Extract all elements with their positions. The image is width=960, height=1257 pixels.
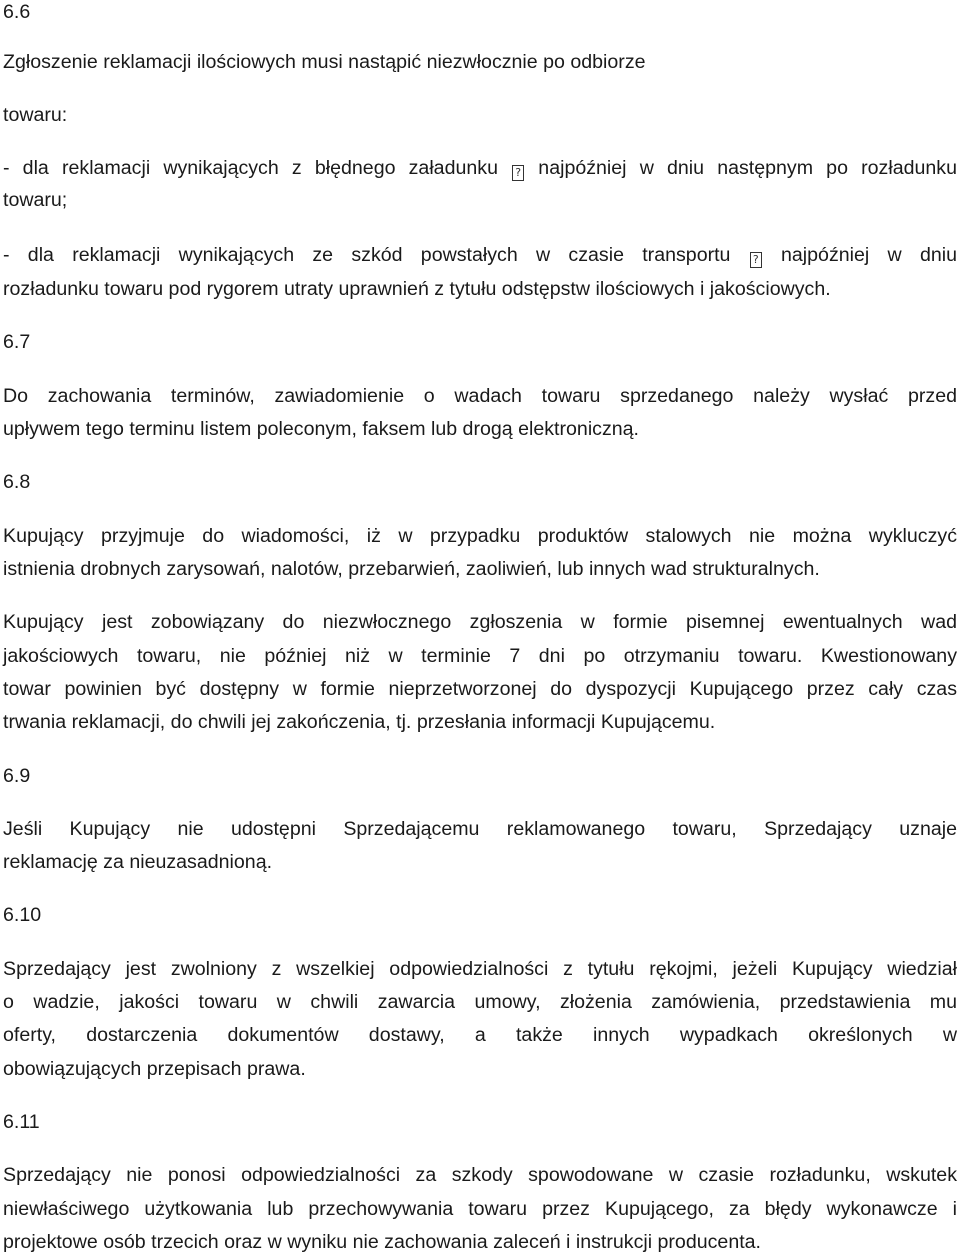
paragraph-line: niewłaściwego użytkowania lub przechowywania towaru przez Kupującego, za błędy wykonawcze i <box>3 1198 957 1220</box>
paragraph-line: rozładunku towaru pod rygorem utraty uprawnień z tytułu odstępstw ilościowych i jakościowych. <box>3 278 831 300</box>
paragraph-line: Do zachowania terminów, zawiadomienie o wadach towaru sprzedanego należy wysłać przed <box>3 385 957 407</box>
unknown-glyph-icon: ? <box>512 165 524 181</box>
paragraph-line <box>3 156 957 180</box>
paragraph-line: Zgłoszenie reklamacji ilościowych musi nastąpić niezwłocznie po odbiorze <box>3 51 646 73</box>
line-segment: najpóźniej w dniu <box>781 244 957 266</box>
section-heading-6-7: 6.7 <box>3 331 31 353</box>
paragraph-line: trwania reklamacji, do chwili jej zakończenia, tj. przesłania informacji Kupującemu. <box>3 711 716 733</box>
paragraph-line: Jeśli Kupujący nie udostępni Sprzedającemu reklamowanego towaru, Sprzedający uznaje <box>3 818 957 840</box>
paragraph-line: reklamację za nieuzasadnioną. <box>3 851 273 873</box>
paragraph-line: istnienia drobnych zarysowań, nalotów, przebarwień, zaoliwień, lub innych wad strukturalnych. <box>3 558 820 580</box>
paragraph-line: jakościowych towaru, nie później niż w terminie 7 dni po otrzymaniu towaru. Kwestionowany <box>3 645 957 667</box>
section-heading-6-9: 6.9 <box>3 765 31 787</box>
paragraph-line: upływem tego terminu listem poleconym, faksem lub drogą elektroniczną. <box>3 418 640 440</box>
line-segment: - dla reklamacji wynikających ze szkód powstałych w czasie transportu <box>3 244 731 266</box>
paragraph-line: towaru; <box>3 189 68 211</box>
section-heading-6-6: 6.6 <box>3 1 31 23</box>
paragraph-line: Sprzedający jest zwolniony z wszelkiej odpowiedzialności z tytułu rękojmi, jeżeli Kupujący wiedział <box>3 958 957 980</box>
unknown-glyph-icon: ? <box>750 252 762 268</box>
paragraph-line: towaru: <box>3 104 68 126</box>
section-heading-6-10: 6.10 <box>3 904 42 926</box>
section-heading-6-8: 6.8 <box>3 471 31 493</box>
paragraph-line: Sprzedający nie ponosi odpowiedzialności za szkody spowodowane w czasie rozładunku, wskutek <box>3 1164 957 1186</box>
paragraph-line: towar powinien być dostępny w formie nieprzetworzonej do dyspozycji Kupującego przez cały czas <box>3 678 957 700</box>
paragraph-line: o wadzie, jakości towaru w chwili zawarcia umowy, złożenia zamówienia, przedstawienia mu <box>3 991 957 1013</box>
line-segment: - dla reklamacji wynikających z błędnego załadunku <box>3 157 498 179</box>
paragraph-line <box>3 243 957 267</box>
paragraph-line: projektowe osób trzecich oraz w wyniku nie zachowania zaleceń i instrukcji producenta. <box>3 1231 762 1253</box>
paragraph-line: oferty, dostarczenia dokumentów dostawy, a także innych wypadkach określonych w <box>3 1024 957 1046</box>
section-heading-6-11: 6.11 <box>3 1111 40 1133</box>
paragraph-line: Kupujący przyjmuje do wiadomości, iż w przypadku produktów stalowych nie można wykluczyć <box>3 525 957 547</box>
paragraph-line: obowiązujących przepisach prawa. <box>3 1058 306 1080</box>
line-segment: najpóźniej w dniu następnym po rozładunku <box>538 157 957 179</box>
paragraph-line: Kupujący jest zobowiązany do niezwłocznego zgłoszenia w formie pisemnej ewentualnych wad <box>3 611 957 633</box>
